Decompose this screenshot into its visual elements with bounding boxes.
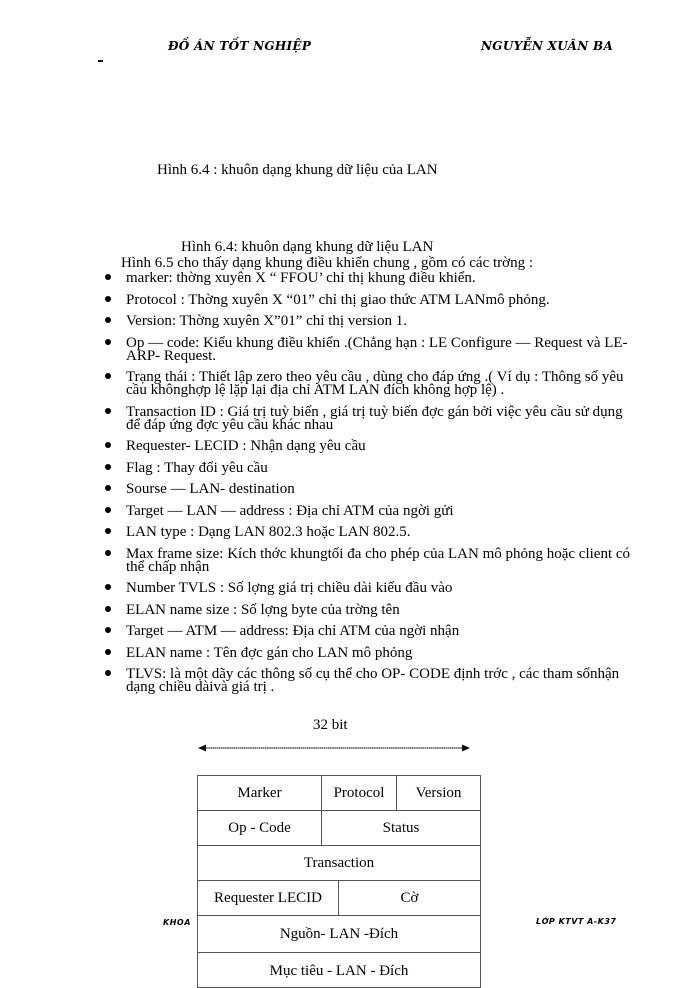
list-item: Transaction ID : Giá trị tuỳ biến , giá trị tuỳ biến đợc gán bởi việc yêu cầu sử dụng để đáp ứng đợc yêu cầu khác nhau (105, 406, 635, 432)
field-target-lan-destination: Mục tiêu - LAN - Đích (269, 963, 409, 979)
list-item: marker: thờng xuyên X “ FFOU’ chỉ thị khung điều khiển. (105, 272, 635, 285)
bullet-icon (105, 670, 111, 676)
figure-caption-6-4: Hình 6.4 : khuôn dạng khung dữ liệu của LAN (157, 162, 438, 178)
frame-row (198, 916, 480, 953)
field-source-lan-destination: Nguồn- LAN -Đích (279, 925, 399, 942)
list-item: Version: Thờng xuyên X”01” chỉ thị version 1. (105, 315, 635, 328)
footer-right: LỚP KTVT A-K37 (536, 917, 617, 926)
field-protocol: Protocol (322, 776, 397, 810)
list-item: Target — LAN — address : Địa chỉ ATM của ngời gửi (105, 505, 635, 518)
stray-mark (98, 60, 103, 62)
list-item: Sourse — LAN- destination (105, 483, 635, 496)
field-list (105, 272, 635, 703)
bullet-icon (105, 528, 111, 534)
bit-width-label: 32 bit (313, 717, 348, 733)
list-item: Flag : Thay đổi yêu cầu (105, 462, 635, 475)
bullet-icon (105, 442, 111, 448)
double-arrow-icon (198, 742, 470, 754)
bullet-icon (105, 373, 111, 379)
list-item: Number TVLS : Số lợng giá trị chiều dài kiểu đầu vào (105, 582, 635, 595)
bullet-icon (105, 485, 111, 491)
bullet-icon (105, 507, 111, 513)
bullet-icon (105, 464, 111, 470)
field-flag: Cờ (400, 889, 419, 906)
frame-format-diagram (197, 775, 481, 988)
list-item: Target — ATM — address: Địa chỉ ATM của ngời nhận (105, 625, 635, 638)
frame-row (198, 953, 480, 988)
field-marker: Marker (198, 776, 322, 810)
bullet-icon (105, 584, 111, 590)
bullet-icon (105, 649, 111, 655)
list-item: LAN type : Dạng LAN 802.3 hoặc LAN 802.5. (105, 526, 635, 539)
figure-caption-6-4-repeat: Hình 6.4: khuôn dạng khung dữ liệu LAN (181, 239, 434, 255)
list-item: Trạng thái : Thiết lập zero theo yêu cầu , dùng cho đáp ứng .( Ví dụ : Thông số yêu cầu khônghợp lệ lặp lại địa chỉ ATM LAN đích không hợp lệ) . (105, 371, 635, 397)
field-version: Version (415, 784, 462, 801)
list-item: Protocol : Thờng xuyên X “01” chỉ thị giao thức ATM LANmô phỏng. (105, 294, 635, 307)
field-status: Status (382, 819, 420, 836)
field-op-code: Op - Code (198, 811, 322, 845)
field-transaction: Transaction (303, 854, 375, 871)
field-requester-lecid: Requester LECID (198, 881, 339, 915)
header-left: ĐỒ ÁN TỐT NGHIỆP (168, 39, 312, 53)
bullet-icon (105, 274, 111, 280)
bullet-icon (105, 339, 111, 345)
frame-row (198, 776, 480, 811)
frame-row (198, 846, 480, 881)
frame-row (198, 811, 480, 846)
bullet-icon (105, 408, 111, 414)
bullet-icon (105, 627, 111, 633)
list-item: Requester- LECID : Nhận dạng yêu cầu (105, 440, 635, 453)
header-right: NGUYỄN XUÂN BA (481, 39, 614, 53)
list-item: ELAN name size : Số lợng byte của trờng tên (105, 604, 635, 617)
list-item: Max frame size: Kích thớc khungtối đa cho phép của LAN mô phỏng hoặc client có thể chấp nhận (105, 548, 635, 574)
list-item: TLVS: là một dãy các thông số cụ thể cho OP- CODE định trớc , các tham sốnhận dạng chiều dàivà giá trị . (105, 668, 635, 694)
bullet-icon (105, 296, 111, 302)
intro-paragraph: Hình 6.5 cho thấy dạng khung điều khiển chung , gồm có các trờng : (121, 255, 534, 271)
list-item: Op — code: Kiểu khung điều khiển .(Chẳng hạn : LE Configure — Request và LE- ARP- Request. (105, 337, 635, 363)
frame-row (198, 881, 480, 916)
bullet-icon (105, 606, 111, 612)
list-item: ELAN name : Tên đợc gán cho LAN mô phỏng (105, 647, 635, 660)
bullet-icon (105, 550, 111, 556)
footer-left: KHOA (163, 918, 191, 927)
bullet-icon (105, 317, 111, 323)
